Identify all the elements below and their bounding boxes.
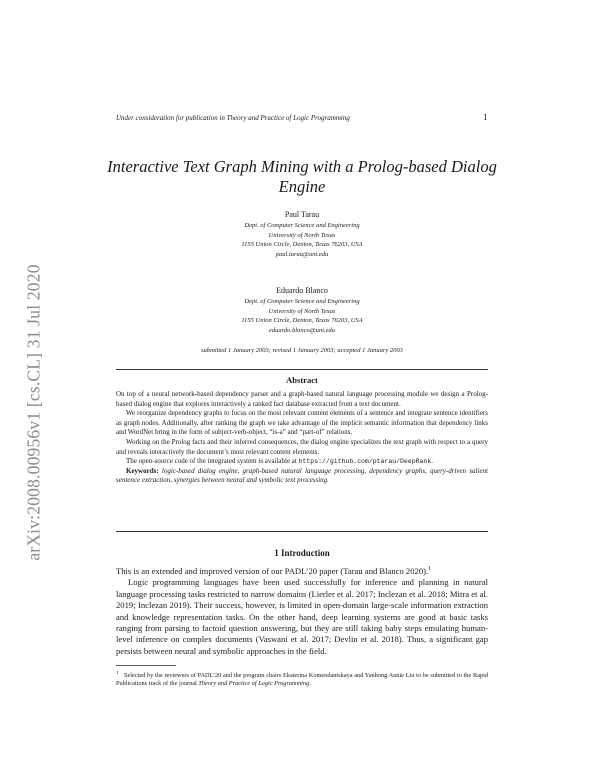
page-number: 1 [483,112,488,122]
arxiv-stamp [2,212,66,612]
body-paragraph [116,566,488,577]
section-heading: 1 Introduction [274,548,330,558]
running-head: Under consideration for publication in Theory and Practice of Logic Programming [116,114,350,122]
abstract-paragraph: On top of a neural network-based dependency parser and a graph-based natural language processing module we design a Prolog-based dialog engine that explores interactively a ranked fact database extracted from a text document. [116,390,488,408]
abstract-paragraph: Working on the Prolog facts and their inferred consequences, the dialog engine specializes the text graph with respect to a query and reveals interactively the document’s most relevant content elements. [116,437,488,456]
section-body [116,566,488,657]
footnote-end: . [309,680,311,688]
submission-dates: submitted 1 January 2003; revised 1 January 2003; accepted 1 January 2003 [201,347,403,354]
author-block-1 [100,209,504,259]
author-name: Eduardo Blanco [276,286,328,295]
keywords-text: logic-based dialog engine, graph-based natural language processing, dependency graphs, query-driven salient sentence extraction, synergies between neural and symbolic text processing. [116,466,489,485]
keywords-label: Keywords: [126,466,159,475]
abstract-heading: Abstract [286,375,318,385]
author-dept: Dept. of Computer Science and Engineering [244,298,360,305]
abstract-bottom-rule [116,531,488,532]
author-block-2 [100,285,504,335]
arxiv-stamp-text: arXiv:2008.00956v1 [cs.CL] 31 Jul 2020 [23,263,44,561]
code-availability-text: The open-source code of the integrated system is available at [126,457,299,466]
author-email: paul.tarau@unt.edu [275,250,329,258]
paper-title: Interactive Text Graph Mining with a Prolog-based Dialog Engine [107,157,497,196]
footnote-text: Selected by the reviewers of PADL’20 and the program chairs Ekaterina Komendantskaya and Yanhong Annie Liu to be submitted to the Rapid Publications track of the journal [116,672,488,688]
code-availability-end: . [431,457,433,466]
author-name: Paul Tarau [284,210,320,219]
author-email: eduardo.blanco@unt.edu [268,326,336,334]
abstract-paragraph: We reorganize dependency graphs to focus on the most relevant content elements of a sentence and integrate sentence identifiers as graph nodes. Additionally, after ranking the graph we take advantage of the implicit semantic information that dependency links and WordNet bring in the form of subject-verb-object, “is-a” and “part-of” relations. [116,409,488,437]
body-paragraph: Logic programming languages have been used successfully for inference and planning in natural language processing tasks restricted to narrow domains (Lierler et al. 2017; Inclezan et al. 2018; Mitra et al. 2019; Inclezan 2019). Their success, however, is limited in open-domain large-scale information extraction and knowledge representation tasks. On the other hand, deep learning systems are good at basic tasks ranging from parsing to factoid question answering, but they are still taking baby steps emulating human-level inference on complex documents (Vaswani et al. 2017; Devlin et al. 2018). Thus, a significant gap persists between neural and symbolic approaches in the field. [116,577,488,656]
author-dept: Dept. of Computer Science and Engineering [244,222,360,229]
abstract-body [116,390,488,486]
footnote: 1 Selected by the reviewers of PADL’20 and the program chairs Ekaterina Komendantskaya and Yanhong Annie Liu to be submitted to the Rapid Publications track of the journal Theory and Practice of Logic Programming. [116,670,488,688]
author-address: 1155 Union Circle, Denton, Texas 76203, USA [241,317,363,324]
footnote-reference[interactable]: 1 [428,566,432,573]
footnote-journal: Theory and Practice of Logic Programming [198,680,310,688]
abstract-top-rule [116,369,488,370]
author-address: 1155 Union Circle, Denton, Texas 76203, USA [241,241,363,248]
author-university: University of North Texas [268,231,336,239]
keywords [116,467,488,486]
repository-link[interactable]: https://github.com/ptarau/DeepRank [298,458,432,466]
author-university: University of North Texas [268,307,336,315]
footnote-rule [116,665,176,666]
abstract-code-availability [116,457,488,467]
body-paragraph-text: This is an extended and improved version of our PADL’20 paper (Tarau and Blanco 2020). [116,566,429,576]
